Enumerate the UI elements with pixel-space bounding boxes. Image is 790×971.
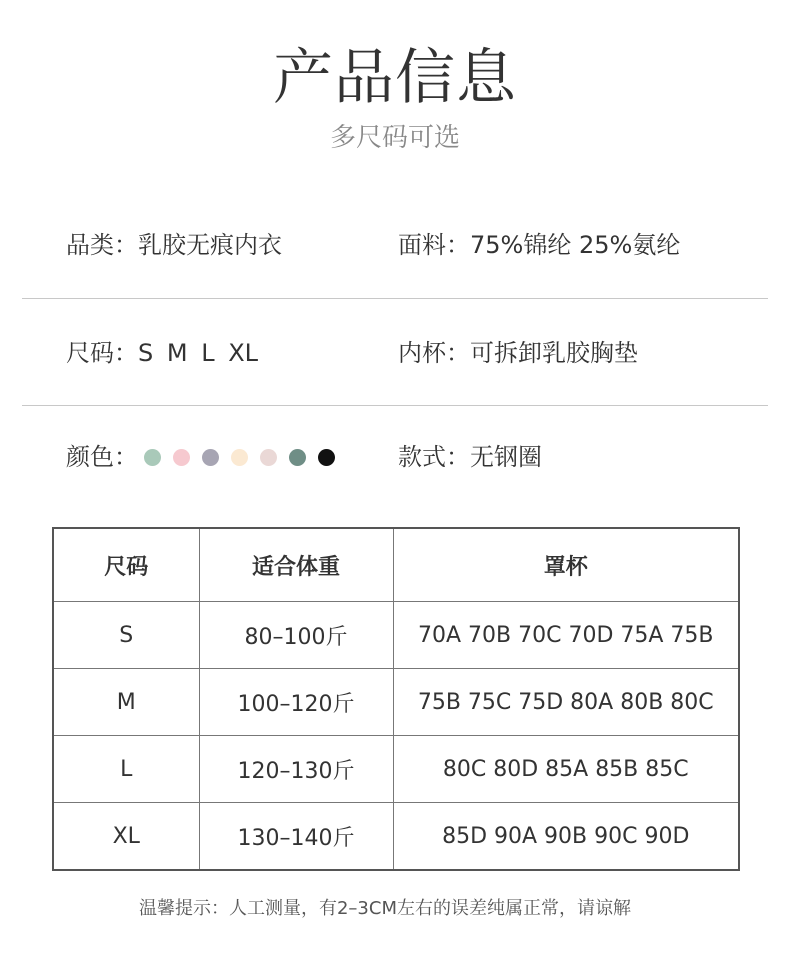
table-row [53,736,739,803]
category-label: 品类： [66,231,138,259]
category-value: 乳胶无痕内衣 [138,231,282,259]
cell-weight: 130–140斤 [199,803,393,871]
cell-size: S [53,602,199,669]
color-swatch [231,449,248,466]
fabric-value: 75%锦纶 25%氨纶 [470,231,681,259]
cell-weight: 120–130斤 [199,736,393,803]
color-label: 颜色： [66,443,138,471]
cell-weight: 80–100斤 [199,602,393,669]
size-info [66,328,258,378]
cell-size: XL [53,803,199,871]
style-info [398,432,542,482]
table-row [53,803,739,871]
cell-cup: 70A 70B 70C 70D 75A 75B [393,602,739,669]
color-swatches [144,433,347,483]
table-header-row [53,528,739,602]
page-title: 产品信息 [273,43,517,113]
color-swatch [260,449,277,466]
info-row-color-style [0,432,790,482]
table-row [53,669,739,736]
cup-value: 可拆卸乳胶胸垫 [470,339,638,367]
color-info [66,432,347,483]
style-value: 无钢圈 [470,443,542,471]
page-subtitle: 多尺码可选 [329,123,460,153]
divider [22,405,768,406]
style-label: 款式： [398,443,470,471]
fabric-label: 面料： [398,231,470,259]
cup-label: 内杯： [398,339,470,367]
cell-cup: 85D 90A 90B 90C 90D [393,803,739,871]
size-chart-table [52,527,740,871]
divider [22,298,768,299]
measurement-note: 温馨提示：人工测量，有2–3CM左右的误差纯属正常，请谅解 [138,898,631,919]
color-swatch [318,449,335,466]
color-swatch [144,449,161,466]
cell-size: M [53,669,199,736]
header-weight: 适合体重 [199,528,393,602]
cell-weight: 100–120斤 [199,669,393,736]
cell-size: L [53,736,199,803]
header-cup: 罩杯 [393,528,739,602]
table-row [53,602,739,669]
size-value: S M L XL [138,339,259,367]
info-row-size-cup [0,328,790,378]
cup-info [398,328,638,378]
size-label: 尺码： [66,339,138,367]
cell-cup: 80C 80D 85A 85B 85C [393,736,739,803]
info-row-category-fabric [0,220,790,270]
color-swatch [289,449,306,466]
color-swatch [173,449,190,466]
category-info [66,220,282,270]
cell-cup: 75B 75C 75D 80A 80B 80C [393,669,739,736]
color-swatch [202,449,219,466]
fabric-info [398,220,680,270]
header-size: 尺码 [53,528,199,602]
